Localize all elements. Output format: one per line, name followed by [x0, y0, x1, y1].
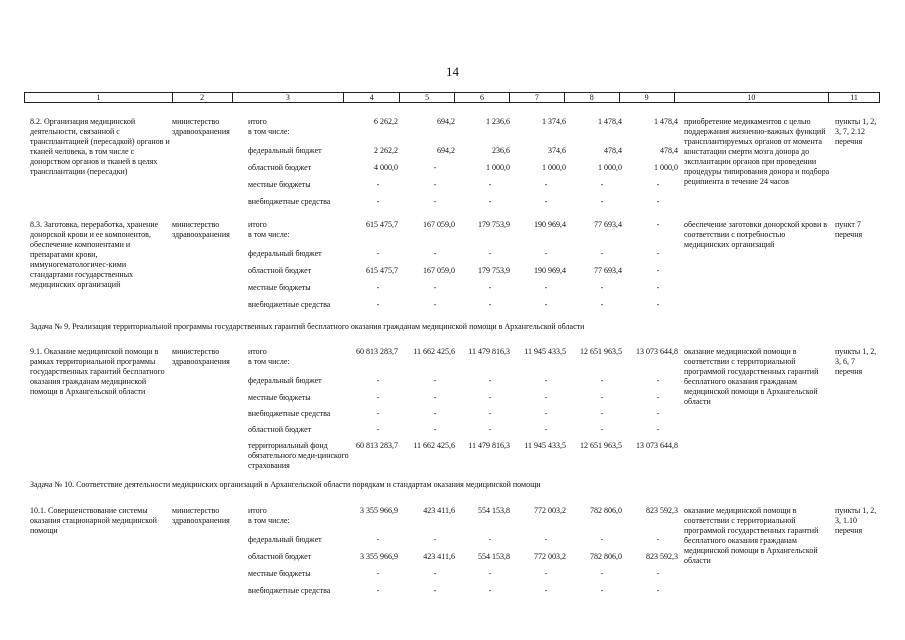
value-cell: - [376, 569, 380, 578]
value-cell: - [488, 586, 492, 595]
value-cell: 6 262,2 [374, 117, 398, 126]
value-cell: 3 355 966,9 [360, 506, 398, 515]
responsible-executor: министерство здравоохранения [172, 347, 230, 366]
funding-source-label: внебюджетные средства [248, 197, 331, 206]
value-cell: 823 592,3 [646, 552, 678, 561]
value-cell: - [544, 409, 548, 418]
value-cell: - [488, 409, 492, 418]
value-cell: - [488, 283, 492, 292]
value-cell: 1 000,0 [486, 163, 510, 172]
header-col-9: 9 [620, 93, 675, 102]
value-cell: - [600, 569, 604, 578]
value-cell: - [656, 300, 660, 309]
funding-source-label: федеральный бюджет [248, 535, 322, 544]
value-cell: - [433, 586, 437, 595]
value-cell: 423 411,6 [423, 506, 455, 515]
value-cell: - [600, 376, 604, 385]
value-cell: - [433, 300, 437, 309]
value-cell: 13 073 644,8 [636, 441, 678, 450]
funding-source-label: внебюджетные средства [248, 300, 331, 309]
value-cell: 11 945 433,5 [524, 347, 566, 356]
value-cell: - [376, 535, 380, 544]
indicator-reference: пункты 1, 2, 3, 6, 7 перечня [835, 347, 877, 376]
value-cell: - [376, 425, 380, 434]
value-cell: - [433, 197, 437, 206]
responsible-executor: министерство здравоохранения [172, 220, 230, 239]
expected-result: приобретение медикаментов с целью поддержания жизненно-важных функций трансплантируемых органов от момента констатации смерти мозга донора до эксплантации органов при проведении процедуры типирования донора и подбора реципиента в течение 24 часов [684, 117, 830, 186]
value-cell: 478,4 [660, 146, 678, 155]
value-cell: - [600, 425, 604, 434]
responsible-executor: министерство здравоохранения [172, 506, 230, 525]
value-cell: - [656, 283, 660, 292]
funding-source-label: областной бюджет [248, 552, 312, 561]
value-cell: - [656, 425, 660, 434]
value-cell: 1 000,0 [654, 163, 678, 172]
value-cell: - [600, 283, 604, 292]
value-cell: - [544, 425, 548, 434]
value-cell: - [376, 283, 380, 292]
value-cell: - [656, 266, 660, 275]
value-cell: 60 813 283,7 [356, 441, 398, 450]
value-cell: - [544, 376, 548, 385]
value-cell: - [376, 180, 380, 189]
funding-source-label: внебюджетные средства [248, 409, 331, 418]
value-cell: - [600, 300, 604, 309]
value-cell: - [544, 197, 548, 206]
task-10-heading: Задача № 10. Соответствие деятельности медицинских организаций в Архангельской области порядкам и стандартам оказания медицинской помощи [30, 480, 541, 489]
header-col-5: 5 [400, 93, 455, 102]
value-cell: - [656, 409, 660, 418]
value-cell: - [433, 425, 437, 434]
activity-name: 8.3. Заготовка, переработка, хранение донорской крови и ее компонентов, обеспечение компонентами и препаратами крови, иммуногематологичес-кими стандартами государственных медицинских организаций [30, 220, 159, 289]
value-cell: - [433, 569, 437, 578]
value-cell: 1 478,4 [654, 117, 678, 126]
value-cell: - [433, 283, 437, 292]
value-cell: - [656, 376, 660, 385]
value-cell: 615 475,7 [366, 266, 398, 275]
value-cell: 190 969,4 [534, 220, 566, 229]
value-cell: 12 651 963,5 [580, 441, 622, 450]
value-cell: - [488, 393, 492, 402]
value-cell: - [376, 197, 380, 206]
table-header [24, 92, 880, 103]
value-cell: - [600, 180, 604, 189]
value-cell: 1 374,6 [542, 117, 566, 126]
value-cell: 615 475,7 [366, 220, 398, 229]
page-number: 14 [446, 64, 459, 79]
value-cell: - [433, 393, 437, 402]
value-cell: 77 693,4 [594, 220, 622, 229]
value-cell: - [656, 249, 660, 258]
value-cell: - [600, 249, 604, 258]
value-cell: 782 806,0 [590, 506, 622, 515]
value-cell: - [600, 393, 604, 402]
value-cell: 554 153,8 [478, 552, 510, 561]
value-cell: 3 355 966,9 [360, 552, 398, 561]
value-cell: 823 592,3 [646, 506, 678, 515]
header-col-11: 11 [850, 93, 858, 102]
activity-name: 10.1. Совершенствование системы оказания стационарной медицинской помощи [30, 506, 157, 535]
expected-result: обеспечение заготовки донорской крови в соответствии с потребностью медицинских организаций [684, 220, 827, 249]
value-cell: - [433, 163, 437, 172]
value-cell: - [544, 283, 548, 292]
value-cell: - [600, 197, 604, 206]
value-cell: 772 003,2 [534, 506, 566, 515]
value-cell: 179 753,9 [478, 220, 510, 229]
value-cell: - [600, 535, 604, 544]
value-cell: - [433, 376, 437, 385]
value-cell: - [544, 300, 548, 309]
value-cell: - [376, 300, 380, 309]
value-cell: - [488, 300, 492, 309]
value-cell: 13 073 644,8 [636, 347, 678, 356]
value-cell: 167 059,0 [423, 220, 455, 229]
value-cell: 478,4 [604, 146, 622, 155]
value-cell: - [488, 197, 492, 206]
funding-source-label: областной бюджет [248, 266, 312, 275]
value-cell: - [656, 569, 660, 578]
responsible-executor: министерство здравоохранения [172, 117, 230, 136]
value-cell: - [376, 409, 380, 418]
value-cell: - [433, 409, 437, 418]
indicator-reference: пункты 1, 2, 3, 7, 2.12 перечня [835, 117, 877, 146]
funding-source-label: итого в том числе: [248, 117, 290, 136]
value-cell: - [600, 586, 604, 595]
value-cell: - [656, 535, 660, 544]
value-cell: 190 969,4 [534, 266, 566, 275]
value-cell: - [488, 425, 492, 434]
value-cell: - [376, 393, 380, 402]
value-cell: - [656, 586, 660, 595]
indicator-reference: пункт 7 перечня [835, 220, 863, 239]
funding-source-label: территориальный фонд обязательного меди-цинского страхования [248, 441, 349, 470]
value-cell: 236,6 [492, 146, 510, 155]
value-cell: - [488, 569, 492, 578]
value-cell: 2 262,2 [374, 146, 398, 155]
value-cell: 1 000,0 [598, 163, 622, 172]
funding-source-label: итого в том числе: [248, 506, 290, 525]
value-cell: - [544, 393, 548, 402]
header-col-1: 1 [25, 93, 173, 102]
value-cell: 554 153,8 [478, 506, 510, 515]
value-cell: 374,6 [548, 146, 566, 155]
funding-source-label: внебюджетные средства [248, 586, 331, 595]
value-cell: - [656, 220, 660, 229]
value-cell: 167 059,0 [423, 266, 455, 275]
funding-source-label: итого в том числе: [248, 347, 290, 366]
value-cell: 11 662 425,6 [413, 441, 455, 450]
value-cell: 77 693,4 [594, 266, 622, 275]
funding-source-label: федеральный бюджет [248, 249, 322, 258]
value-cell: 60 813 283,7 [356, 347, 398, 356]
value-cell: - [656, 393, 660, 402]
funding-source-label: итого в том числе: [248, 220, 290, 239]
funding-source-label: федеральный бюджет [248, 146, 322, 155]
header-col-6: 6 [455, 93, 510, 102]
expected-result: оказание медицинской помощи в соответствии с территориальной программой государственных гарантий бесплатного оказания гражданам медицинской помощи в Архангельской области [684, 347, 819, 406]
funding-source-label: местные бюджеты [248, 180, 311, 189]
value-cell: - [376, 249, 380, 258]
header-col-8: 8 [565, 93, 620, 102]
header-col-10: 10 [675, 93, 830, 102]
value-cell: 694,2 [437, 117, 455, 126]
activity-name: 8.2. Организация медицинской деятельности, связанной с трансплантацией (пересадкой) органов и тканей человека, в том числе с донорством органов и тканей в целях трансплантации (пересадки) [30, 117, 170, 176]
value-cell: - [433, 249, 437, 258]
value-cell: 1 478,4 [598, 117, 622, 126]
header-col-7: 7 [510, 93, 565, 102]
value-cell: 1 000,0 [542, 163, 566, 172]
value-cell: 179 753,9 [478, 266, 510, 275]
value-cell: - [433, 180, 437, 189]
value-cell: - [656, 197, 660, 206]
funding-source-label: местные бюджеты [248, 393, 311, 402]
value-cell: - [544, 535, 548, 544]
value-cell: - [488, 376, 492, 385]
value-cell: - [544, 180, 548, 189]
value-cell: - [488, 249, 492, 258]
value-cell: - [376, 586, 380, 595]
value-cell: - [544, 586, 548, 595]
funding-source-label: областной бюджет [248, 425, 312, 434]
activity-name: 9.1. Оказание медицинской помощи в рамках территориальной программы государственных гарантий бесплатного оказания гражданам медицинской помощи в Архангельской области [30, 347, 165, 396]
value-cell: - [544, 569, 548, 578]
header-col-2: 2 [173, 93, 233, 102]
value-cell: - [600, 409, 604, 418]
header-col-3: 3 [233, 93, 345, 102]
funding-source-label: областной бюджет [248, 163, 312, 172]
funding-source-label: федеральный бюджет [248, 376, 322, 385]
indicator-reference: пункты 1, 2, 3, 1.10 перечня [835, 506, 877, 535]
value-cell: - [376, 376, 380, 385]
funding-source-label: местные бюджеты [248, 283, 311, 292]
value-cell: 1 236,6 [486, 117, 510, 126]
value-cell: 694,2 [437, 146, 455, 155]
expected-result: оказание медицинской помощи в соответствии с территориальной программой государственных гарантий бесплатного оказания гражданам медицинской помощи в Архангельской области [684, 506, 819, 565]
value-cell: 11 479 816,3 [468, 441, 510, 450]
funding-source-label: местные бюджеты [248, 569, 311, 578]
value-cell: - [488, 535, 492, 544]
value-cell: - [488, 180, 492, 189]
value-cell: 11 662 425,6 [413, 347, 455, 356]
value-cell: - [544, 249, 548, 258]
value-cell: - [433, 535, 437, 544]
value-cell: - [656, 180, 660, 189]
value-cell: 11 479 816,3 [468, 347, 510, 356]
value-cell: 782 806,0 [590, 552, 622, 561]
value-cell: 4 000,0 [374, 163, 398, 172]
header-col-4: 4 [344, 93, 400, 102]
value-cell: 423 411,6 [423, 552, 455, 561]
value-cell: 772 003,2 [534, 552, 566, 561]
task-9-heading: Задача № 9. Реализация территориальной программы государственных гарантий бесплатного оказания гражданам медицинской помощи в Архангельской области [30, 322, 585, 331]
value-cell: 12 651 963,5 [580, 347, 622, 356]
value-cell: 11 945 433,5 [524, 441, 566, 450]
